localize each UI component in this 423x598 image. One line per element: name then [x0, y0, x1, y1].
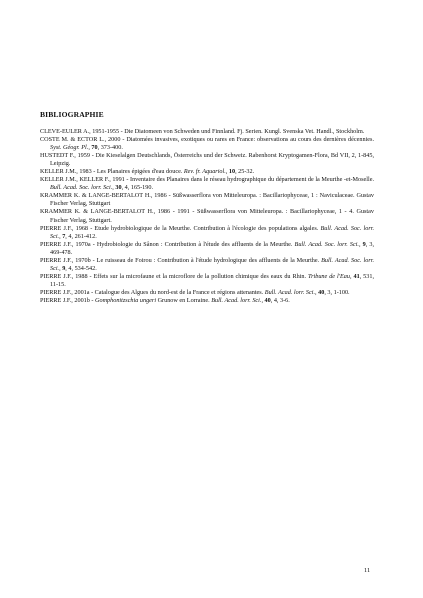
reference-entry: KELLER J.M., KELLER F., 1991 - Inventaire des Planaires dans le réseau hydrographique du département de la Meurthe -et-Moselle. Bull. Acad. Soc. lorr. Sci., 30, 4, 165-190.	[40, 176, 374, 192]
reference-entry: PIERRE J.F., 2001a - Catalogue des Algues du nord-est de la France et régions attenantes. Bull. Acad. lorr. Sci., 40, 3, 1-100.	[40, 288, 350, 296]
reference-entry: PIERRE J.F., 1970b - Le ruisseau de Foirou : Contribution à l'étude hydrologique des affluents de la Meurthe. Bull. Acad. Soc. lorr. Sci., 9, 4, 534-542.	[40, 256, 374, 272]
journal-title: Tribune de l'Eau	[308, 272, 350, 280]
reference-entry: PIERRE J.F., 1968 - Etude hydrobiologique de la Meurthe. Contribution à l'écologie des populations algales. Bull. Acad. Soc. lorr. Sci., 7, 4, 261-412.	[40, 224, 374, 240]
journal-title: Bull. Acad. lorr. Sci.	[264, 288, 316, 296]
reference-entry: PIERRE J.F., 1988 - Effets sur la microfaune et la microflore de la pollution chimique des eaux du Rhin. Tribune de l'Eau, 41, 531, 11-15.	[40, 272, 375, 288]
page-number: 11	[364, 567, 371, 574]
journal-title: Bull. Acad. Soc. lorr. Sci.	[294, 240, 359, 248]
reference-entry: KRAMMER K. & LANGE-BERTALOT H., 1986 - Süßwasserflora von Mitteleuropa. : Bacillariophyceae, 1 : Naviculaceae. Gustav Fischer Verlag, Stuttgart	[40, 192, 374, 208]
reference-list	[40, 128, 374, 305]
reference-entry: PIERRE J.F., 1970a - Hydrobiologie du Sânon : Contribution à l'étude des affluents de la Meurthe. Bull. Acad. Soc. lorr. Sci., 9, 3, 469-478.	[40, 240, 374, 256]
reference-entry: COSTE M. & ECTOR L., 2000 - Diatomées invasives, exotiques ou rares en France: observations au cours des dernières décennies. Syst. Géogr. Pl., 70, 373-400.	[40, 136, 374, 152]
reference-entry: HUSTEDT F., 1959 - Die Kieselalgen Deutschlands, Österreichs und der Schweiz. Rabenhorst Kryptogamen-Flora, Bd VII, 2, 1-845, Leipzig.	[40, 152, 374, 168]
reference-entry: PIERRE J.F., 2001b - Gomphonitzschia ungeri Grunow en Lorraine. Bull. Acad. lorr. Sci., 40, 4, 3-6.	[40, 296, 290, 304]
section-heading: BIBLIOGRAPHIE	[40, 110, 104, 119]
journal-title: Syst. Géogr. Pl.	[50, 144, 89, 152]
journal-title: Bull. Acad. Soc. lorr. Sci.	[50, 184, 113, 192]
journal-title: Bull. Acad. lorr. Sci.	[211, 296, 262, 304]
reference-entry: KRAMMER K. & LANGE-BERTALOT H., 1986 - 1991 - Süßwasserflora von Mitteleuropa. : Bacillariophyceae, 1 - 4. Gustav Fischer Verlag, Stuttgart.	[40, 208, 374, 224]
journal-title: Rev. fr. Aquariol.	[183, 168, 226, 176]
reference-entry: KELLER J.M., 1983 - Les Planaires épigées d'eau douce. Rev. fr. Aquariol., 10, 25-32.	[40, 168, 255, 176]
reference-entry: CLEVE-EULER A., 1951-1955 - Die Diatomeen von Schweden und Finnland. Fj. Serien. Kungl. Svenska Vet. Handl., Stockholm.	[40, 128, 365, 135]
journal-title: Bull. Acad. Soc. lorr. Sci.	[50, 224, 374, 240]
species-name: Gomphonitzschia ungeri	[95, 296, 157, 304]
journal-title: Bull. Acad. Soc. lorr. Sci.	[50, 256, 374, 272]
